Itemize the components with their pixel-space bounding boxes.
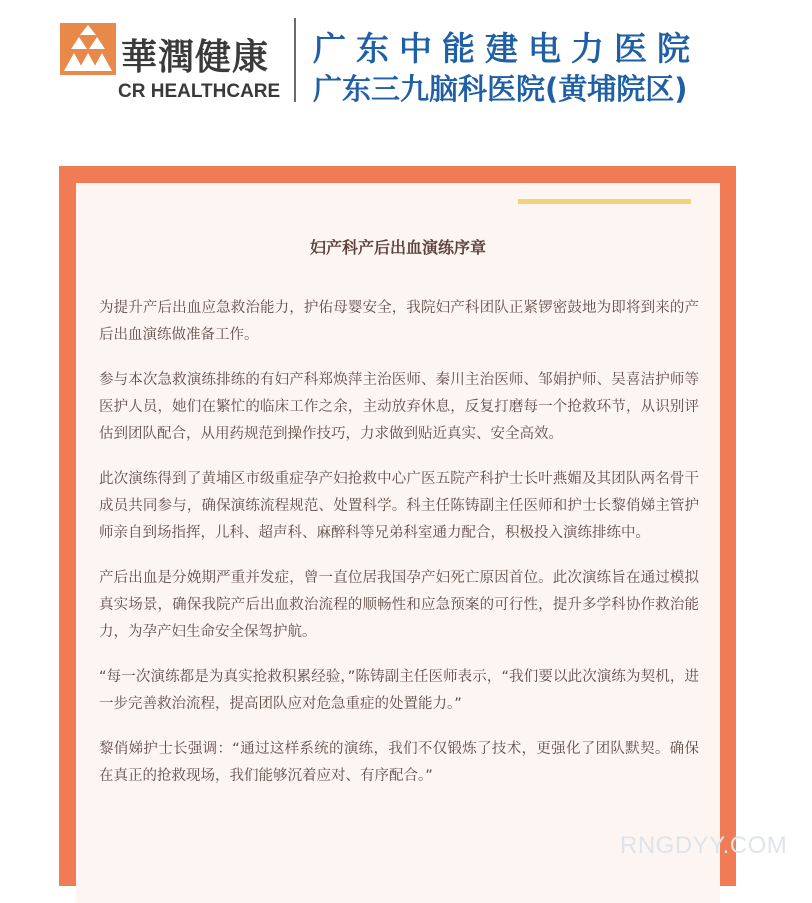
accent-bar [518, 199, 691, 204]
hospital-name-secondary: 广东三九脑科医院(黄埔院区) [313, 72, 688, 106]
article-frame [59, 166, 736, 886]
cr-healthcare-logo-icon [60, 23, 116, 75]
article-paragraph: 参与本次急救演练排练的有妇产科郑焕萍主治医师、秦川主治医师、邹娟护师、吴喜洁护师等医护人员，她们在繁忙的临床工作之余，主动放弃休息，反复打磨每一个抢救环节，从识别评估到团队配合，从用药规范到操作技巧，力求做到贴近真实、安全高效。 [99, 372, 699, 442]
logo-english-name: CR HEALTHCARE [118, 81, 281, 102]
article-paragraph: 此次演练得到了黄埔区市级重症孕产妇抢救中心广医五院产科护士长叶燕媚及其团队两名骨干成员共同参与，确保演练流程规范、处置科学。科主任陈铸副主任医师和护士长黎俏娣主管护师亲自到场指挥，儿科、超声科、麻醉科等兄弟科室通力配合，积极投入演练排练中。 [99, 471, 699, 541]
site-watermark: RNGDYY.COM [620, 832, 788, 859]
logo-chinese-name: 華潤健康 [121, 36, 270, 78]
article-card [76, 183, 720, 903]
article-paragraph: “每一次演练都是为真实抢救积累经验，”陈铸副主任医师表示，“我们要以此次演练为契机，进一步完善救治流程，提高团队应对危急重症的处置能力。” [99, 669, 699, 712]
article-paragraph: 为提升产后出血应急救治能力，护佑母婴安全，我院妇产科团队正紧锣密鼓地为即将到来的产后出血演练做准备工作。 [99, 300, 699, 343]
page-header [0, 0, 812, 130]
article-body [99, 295, 699, 808]
article-paragraph: 产后出血是分娩期严重并发症，曾一直位居我国孕产妇死亡原因首位。此次演练旨在通过模拟真实场景，确保我院产后出血救治流程的顺畅性和应急预案的可行性，提升多学科协作救治能力，为孕产妇生命安全保驾护航。 [99, 570, 699, 640]
hospital-name-primary: 广东中能建电力医院 [313, 29, 700, 68]
article-title: 妇产科产后出血演练序章 [309, 238, 486, 257]
header-divider [294, 18, 296, 102]
article-paragraph: 黎俏娣护士长强调：“通过这样系统的演练，我们不仅锻炼了技术，更强化了团队默契。确保在真正的抢救现场，我们能够沉着应对、有序配合。” [99, 741, 699, 784]
